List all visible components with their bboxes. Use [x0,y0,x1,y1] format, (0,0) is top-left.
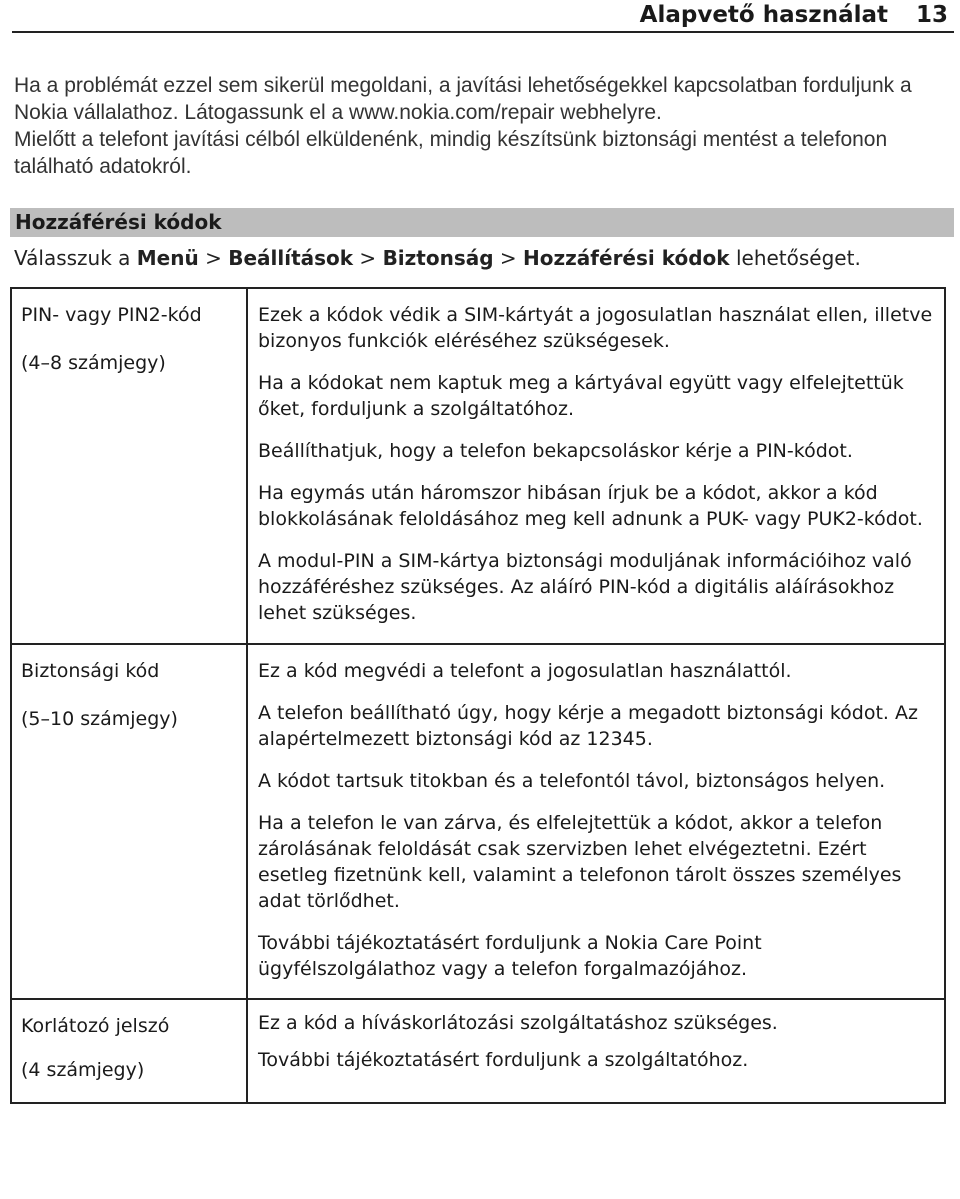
intro-paragraph: Mielőtt a telefont javítási célból elküldenénk, mindig készítsünk biztonsági mentést a telefonon található adatokról. [14,128,888,178]
description-paragraph: Beállíthatjuk, hogy a telefon bekapcsoláskor kérje a PIN-kódot. [258,440,853,462]
description-paragraph: Ha a telefon le van zárva, és elfelejtettük a kódot, akkor a telefon zárolásának feloldását csak szervizben lehet elvégeztetni. Ezért esetleg fizetnünk kell, valamint a telefonon tárolt összes személyes adat törlődhet. [258,812,902,912]
code-description-cell [248,1000,944,1102]
code-name: Biztonsági kód [21,660,160,682]
path-security: Biztonság [382,246,494,270]
header-title: Alapvető használat [639,2,888,28]
path-menu: Menü [136,246,199,270]
description-paragraph: Ezek a kódok védik a SIM-kártyát a jogosulatlan használat ellen, illetve bizonyos funkciók eléréséhez szükségesek. [258,304,933,352]
path-suffix: lehetőséget. [729,246,861,270]
description-paragraph: A kódot tartsuk titokban és a telefontól távol, biztonságos helyen. [258,770,886,792]
code-name-cell [12,289,248,643]
code-name-cell [12,645,248,998]
path-access-codes: Hozzáférési kódok [523,246,730,270]
path-prefix: Válasszuk a [14,246,137,270]
code-digits: (5–10 számjegy) [21,708,178,730]
code-digits: (4–8 számjegy) [21,352,166,374]
intro-text [14,72,949,180]
description-paragraph: Ha egymás után háromszor hibásan írjuk be a kódot, akkor a kód blokkolásának feloldásához meg kell adnunk a PUK- vagy PUK2-kódot. [258,482,923,530]
section-heading: Hozzáférési kódok [10,208,954,237]
code-name-cell [12,1000,248,1102]
intro-paragraph: Ha a problémát ezzel sem sikerül megoldani, a javítási lehetőségekkel kapcsolatban forduljunk a Nokia vállalathoz. Látogassunk el a www.nokia.com/repair webhelyre. [14,74,912,124]
page-number: 13 [915,2,948,28]
description-paragraph: További tájékoztatásért forduljunk a szolgáltatóhoz. [258,1049,749,1071]
table-row [12,643,944,998]
code-description-cell [248,289,944,643]
description-paragraph: Ez a kód megvédi a telefont a jogosulatlan használattól. [258,660,792,682]
code-name: Korlátozó jelszó [21,1015,170,1037]
menu-path [14,244,949,272]
path-settings: Beállítások [228,246,354,270]
header-rule [12,31,954,33]
description-paragraph: A telefon beállítható úgy, hogy kérje a megadott biztonsági kódot. Az alapértelmezett biztonsági kód az 12345. [258,702,918,750]
description-paragraph: További tájékoztatásért forduljunk a Nokia Care Point ügyfélszolgálathoz vagy a telefon forgalmazójához. [258,932,762,980]
code-digits: (4 számjegy) [21,1059,145,1081]
codes-table [10,287,946,1104]
table-row [12,289,944,643]
description-paragraph: A modul-PIN a SIM-kártya biztonsági moduljának információihoz való hozzáféréshez szükséges. Az aláíró PIN-kód a digitális aláírásokhoz lehet szükséges. [258,550,912,624]
code-name: PIN- vagy PIN2-kód [21,304,202,326]
path-separator: > [198,246,229,270]
path-separator: > [493,246,524,270]
description-paragraph: Ez a kód a híváskorlátozási szolgáltatáshoz szükséges. [258,1012,778,1034]
description-paragraph: Ha a kódokat nem kaptuk meg a kártyával együtt vagy elfelejtettük őket, forduljunk a szolgáltatóhoz. [258,372,904,420]
code-description-cell [248,645,944,998]
page-header [0,0,960,32]
table-row [12,998,944,1102]
path-separator: > [353,246,383,270]
